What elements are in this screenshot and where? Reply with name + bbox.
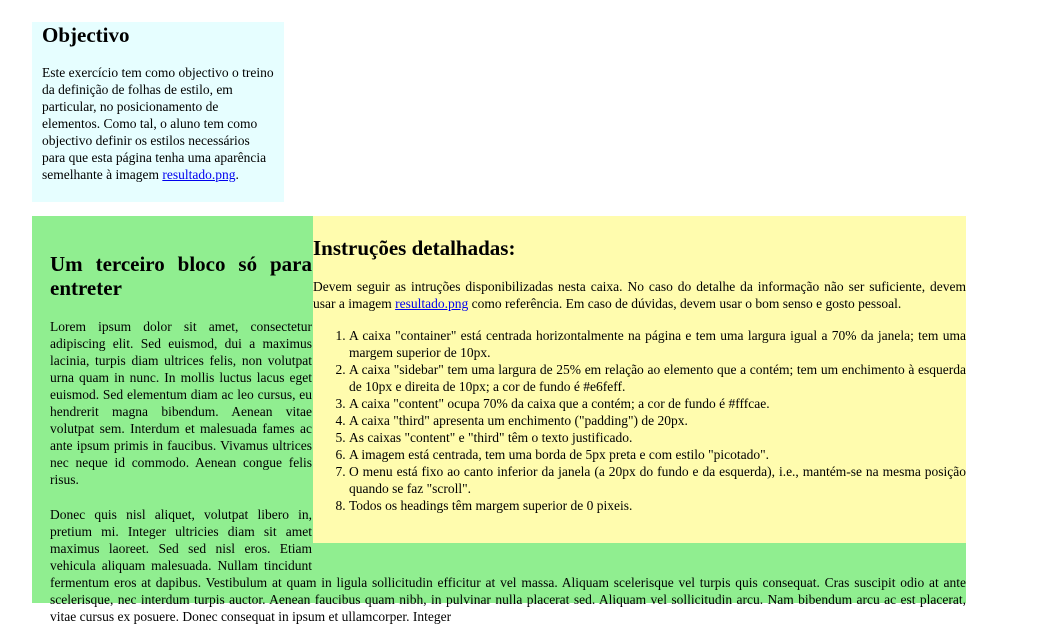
third-paragraph-2: Donec quis nisl aliquet, volutpat libero in, pretium mi. Integer ultricies diam sit amet maximus laoreet. Sed sed nisl eros. Etiam vehicula aliquam malesuada. Nullam tincidunt fermentum eros at dapibus. Vestibulum at quam in ligula sollicitudin efficitur at vel massa. Aliquam scelerisque vel turpis quis consequat. Cras suscipit odio at ante scelerisque, nec interdum turpis auctor. Aenean faucibus quam nibh, in pulvinar nulla placerat sed. Aliquam vel sollicitudin arcu. Nam bibendum arcu ac est placerat, vitae cursus ex posuere. Donec consequat in ipsum et ullamcorper. Integer bbox=[50, 507, 966, 624]
instruction-item: 8. Todos os headings têm margem superior de 0 pixeis. bbox=[349, 497, 966, 514]
instruction-item: 7. O menu está fixo ao canto inferior da janela (a 20px do fundo e da esquerda), i.e., mantém-se na mesma posição quando se faz "scroll". bbox=[349, 463, 966, 497]
instruction-item: 5. As caixas "content" e "third" têm o texto justificado. bbox=[349, 429, 966, 446]
instruction-item: 4. A caixa "third" apresenta um enchimento ("padding") de 20px. bbox=[349, 412, 966, 429]
sidebar-title: Objectivo bbox=[42, 23, 130, 47]
content-intro: Devem seguir as intruções disponibilizadas nesta caixa. No caso do detalhe da informação não ser suficiente, devem usar a imagem resultado.png como referência. Em caso de dúvidas, devem usar o bom senso e gosto pessoal. bbox=[313, 279, 966, 311]
instruction-item: 1. A caixa "container" está centrada horizontalmente na página e tem uma largura igual a 70% da janela; tem uma margem superior de 10px. bbox=[349, 327, 966, 361]
sidebar bbox=[32, 22, 284, 202]
third-paragraph-1: Lorem ipsum dolor sit amet, consectetur adipiscing elit. Sed euismod, dui a maximus lacinia, turpis diam ultrices felis, non volutpat urna quam in nunc. In mollis luctus lacus eget euismod. Sed elementum diam ac leo cursus, eu hendrerit magna bibendum. Aenean vitae volutpat sem. Interdum et malesuada fames ac ante ipsum primis in faucibus. Vivamus ultrices nec neque id commodo. Aenean congue felis risus. bbox=[50, 319, 312, 487]
content-title: Instruções detalhadas: bbox=[313, 236, 516, 260]
sidebar-text: Este exercício tem como objectivo o treino da definição de folhas de estilo, em particular, no posicionamento de elementos. Como tal, o aluno tem como objectivo definir os estilos necessários para que esta página tenha uma aparência semelhante à imagem resultado.png. bbox=[42, 65, 274, 182]
instruction-item: 6. A imagem está centrada, tem uma borda de 5px preta e com estilo "picotado". bbox=[349, 446, 966, 463]
content-box bbox=[313, 216, 966, 543]
third-title: Um terceiro bloco só para entreter bbox=[50, 252, 312, 300]
instruction-item: 2. A caixa "sidebar" tem uma largura de 25% em relação ao elemento que a contém; tem um enchimento à esquerda de 10px e direita de 10px; a cor de fundo é #e6feff. bbox=[349, 361, 966, 395]
resultado-link[interactable]: resultado.png bbox=[162, 167, 236, 182]
instruction-item: 3. A caixa "content" ocupa 70% da caixa que a contém; a cor de fundo é #fffcae. bbox=[349, 395, 966, 412]
resultado-link-content[interactable]: resultado.png bbox=[395, 296, 469, 311]
instructions-list bbox=[313, 327, 966, 514]
